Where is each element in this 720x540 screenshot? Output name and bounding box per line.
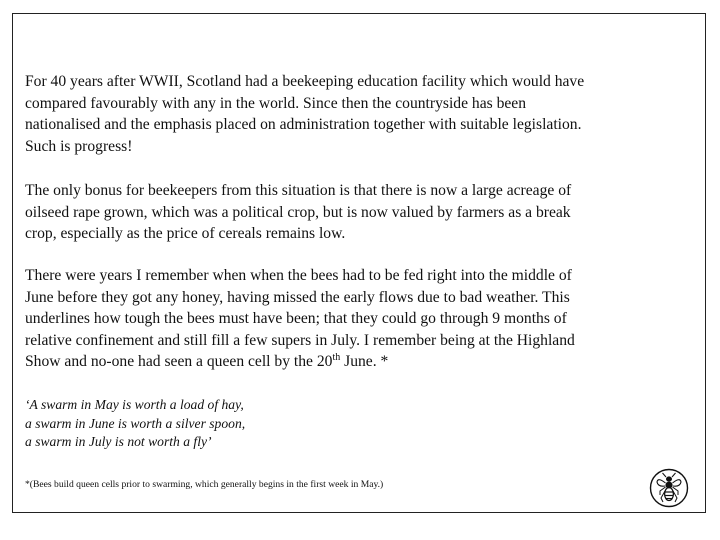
footnote: *(Bees build queen cells prior to swarming, which generally begins in the first week in May.) xyxy=(25,479,384,490)
paragraph-feeding-bees-text: There were years I remember when when the bees had to be fed right into the middle of June before they got any honey, having missed the early flows due to bad weather. This underlines how tough the bees must have been; that they could go through 9 months of relative confinement and still fill a few supers in July. I remember being at the Highland Show and no-one had seen a queen cell by the 20 xyxy=(25,267,575,370)
bee-emblem-icon xyxy=(649,468,689,508)
rhyme-line: ‘A swarm in May is worth a load of hay, xyxy=(25,397,244,412)
paragraph-feeding-bees xyxy=(25,265,695,373)
paragraph-oilseed-rape: The only bonus for beekeepers from this situation is that there is now a large acreage of oilseed rape grown, which was a political crop, but is now valued by farmers as a break crop, especially as the price of cereals remains low. xyxy=(25,182,572,242)
rhyme-line: a swarm in July is not worth a fly’ xyxy=(25,434,212,449)
paragraph-education-facility: For 40 years after WWII, Scotland had a beekeeping education facility which would have compared favourably with any in the world. Since then the countryside has been nationalised and the emphasis placed on administration together with suitable legislation. Such is progress! xyxy=(25,73,585,155)
rhyme-line: a swarm in June is worth a silver spoon, xyxy=(25,415,246,431)
swarm-rhyme xyxy=(25,396,245,452)
ordinal-suffix: th xyxy=(332,351,341,363)
paragraph-feeding-bees-tail: June. * xyxy=(340,353,389,370)
